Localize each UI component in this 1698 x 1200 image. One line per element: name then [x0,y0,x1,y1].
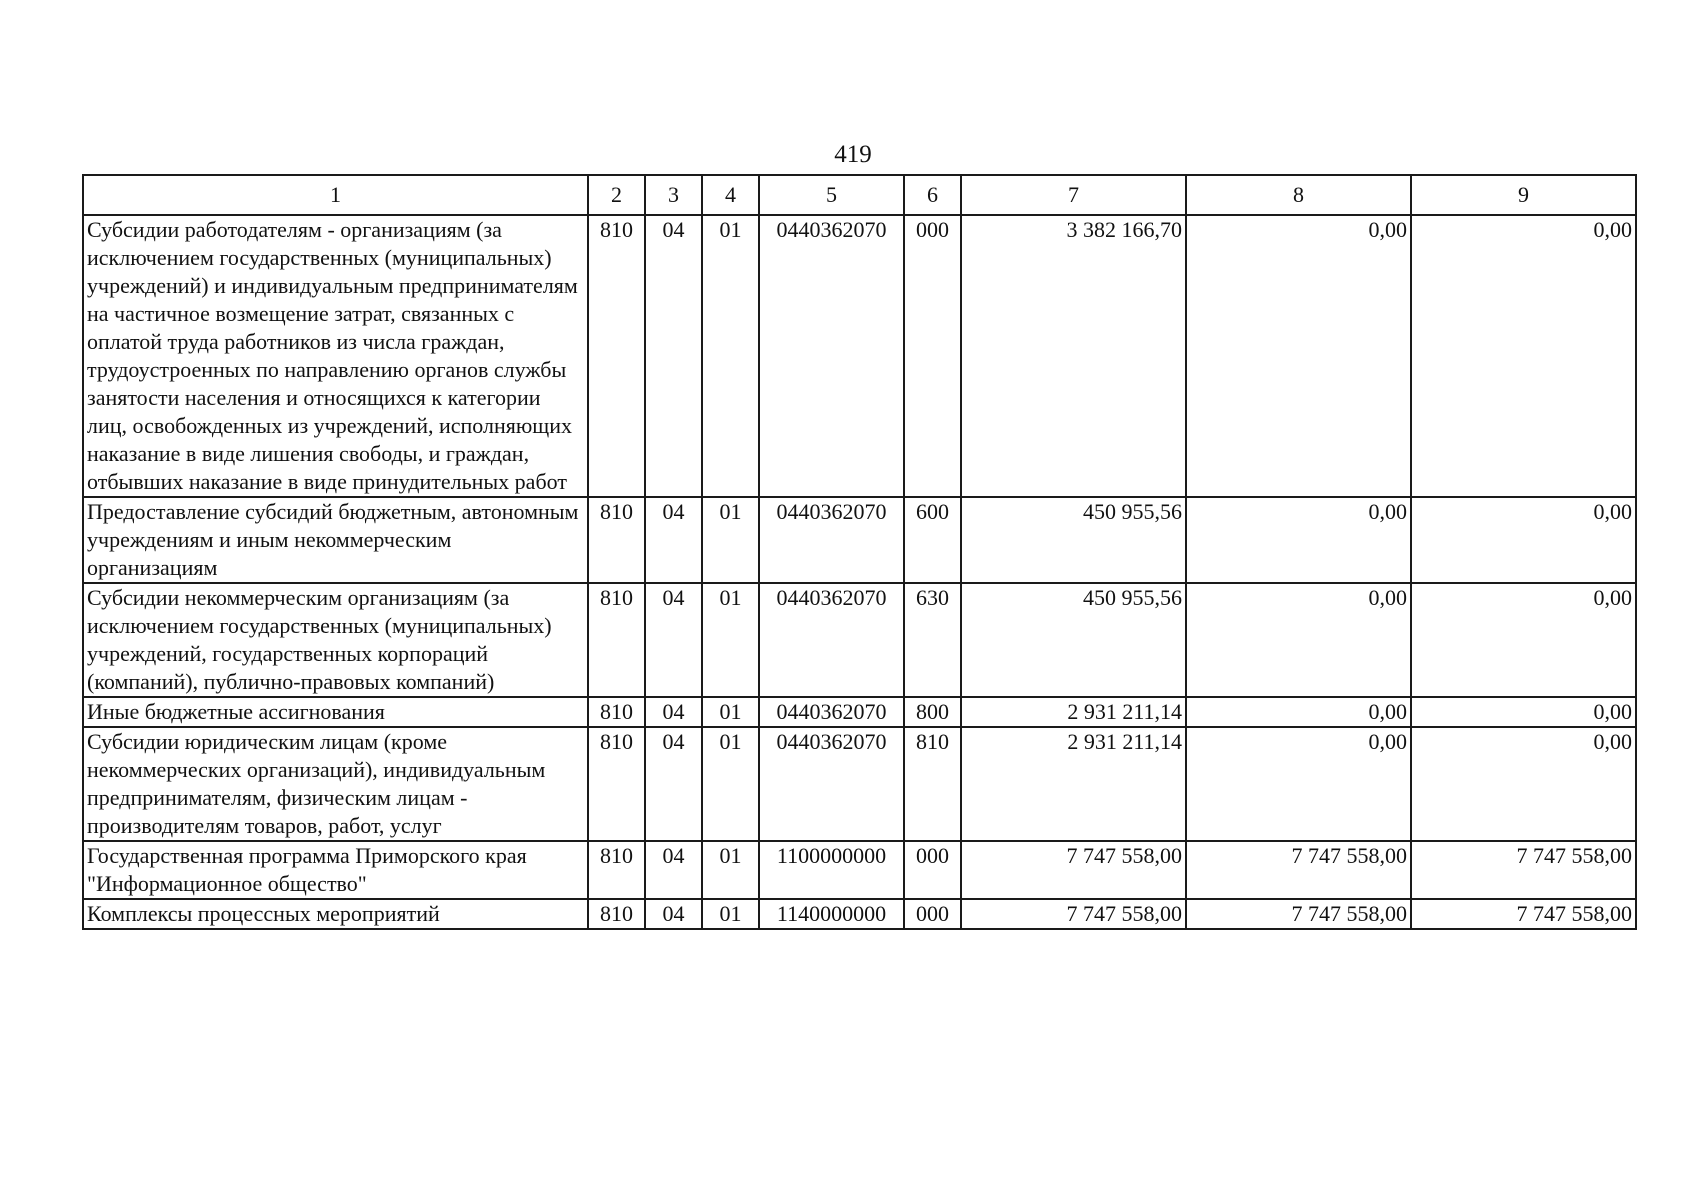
amount-cell: 450 955,56 [961,583,1186,697]
code-cell: 04 [645,841,702,899]
code-cell: 0440362070 [759,697,904,727]
row-description: Предоставление субсидий бюджетным, автономным учреждениям и иным некоммерческим организациям [83,497,588,583]
amount-cell: 0,00 [1411,215,1636,497]
amount-cell: 0,00 [1186,697,1411,727]
amount-cell: 0,00 [1186,727,1411,841]
amount-cell: 2 931 211,14 [961,727,1186,841]
table-row [83,899,1636,929]
amount-cell: 450 955,56 [961,497,1186,583]
code-cell: 04 [645,899,702,929]
code-cell: 01 [702,727,759,841]
code-cell: 1140000000 [759,899,904,929]
code-cell: 01 [702,497,759,583]
table-row [83,841,1636,899]
code-cell: 000 [904,215,961,497]
header-row [83,175,1636,215]
amount-cell: 7 747 558,00 [1411,841,1636,899]
code-cell: 01 [702,583,759,697]
amount-cell: 3 382 166,70 [961,215,1186,497]
page-number: 419 [834,141,872,168]
code-cell: 1100000000 [759,841,904,899]
row-description: Комплексы процессных мероприятий [83,899,588,929]
code-cell: 01 [702,697,759,727]
amount-cell: 7 747 558,00 [961,841,1186,899]
code-cell: 000 [904,841,961,899]
table-row [83,583,1636,697]
code-cell: 04 [645,215,702,497]
code-cell: 800 [904,697,961,727]
code-cell: 0440362070 [759,215,904,497]
code-cell: 000 [904,899,961,929]
header-cell: 2 [588,175,645,215]
code-cell: 0440362070 [759,497,904,583]
row-description: Иные бюджетные ассигнования [83,697,588,727]
amount-cell: 7 747 558,00 [1411,899,1636,929]
amount-cell: 0,00 [1411,583,1636,697]
code-cell: 810 [588,497,645,583]
row-description: Субсидии юридическим лицам (кроме некоммерческих организаций), индивидуальным предпринимателям, физическим лицам - производителям товаров, работ, услуг [83,727,588,841]
header-cell: 1 [83,175,588,215]
header-cell: 3 [645,175,702,215]
budget-table [82,174,1637,930]
code-cell: 04 [645,497,702,583]
row-description: Государственная программа Приморского края "Информационное общество" [83,841,588,899]
code-cell: 810 [588,697,645,727]
header-cell: 8 [1186,175,1411,215]
code-cell: 810 [588,899,645,929]
row-description: Субсидии работодателям - организациям (за исключением государственных (муниципальных) учреждений) и индивидуальным предпринимателям на частичное возмещение затрат, связанных с оплатой труда работников из числа граждан, трудоустроенных по направлению органов службы занятости населения и относящихся к категории лиц, освобожденных из учреждений, исполняющих наказание в виде лишения свободы, и граждан, отбывших наказание в виде принудительных работ [83,215,588,497]
code-cell: 810 [588,841,645,899]
amount-cell: 2 931 211,14 [961,697,1186,727]
amount-cell: 0,00 [1186,215,1411,497]
amount-cell: 7 747 558,00 [961,899,1186,929]
code-cell: 600 [904,497,961,583]
table-row [83,727,1636,841]
code-cell: 01 [702,841,759,899]
code-cell: 0440362070 [759,727,904,841]
table-row [83,497,1636,583]
header-cell: 6 [904,175,961,215]
code-cell: 0440362070 [759,583,904,697]
row-description: Субсидии некоммерческим организациям (за исключением государственных (муниципальных) учреждений, государственных корпораций (компаний), публично-правовых компаний) [83,583,588,697]
header-cell: 7 [961,175,1186,215]
amount-cell: 7 747 558,00 [1186,841,1411,899]
code-cell: 630 [904,583,961,697]
code-cell: 01 [702,899,759,929]
amount-cell: 7 747 558,00 [1186,899,1411,929]
amount-cell: 0,00 [1411,727,1636,841]
code-cell: 04 [645,583,702,697]
code-cell: 810 [904,727,961,841]
amount-cell: 0,00 [1186,497,1411,583]
amount-cell: 0,00 [1186,583,1411,697]
table-row [83,697,1636,727]
code-cell: 810 [588,727,645,841]
amount-cell: 0,00 [1411,697,1636,727]
table-row [83,215,1636,497]
code-cell: 04 [645,697,702,727]
code-cell: 04 [645,727,702,841]
code-cell: 810 [588,215,645,497]
header-cell: 4 [702,175,759,215]
code-cell: 810 [588,583,645,697]
amount-cell: 0,00 [1411,497,1636,583]
header-cell: 5 [759,175,904,215]
header-cell: 9 [1411,175,1636,215]
code-cell: 01 [702,215,759,497]
